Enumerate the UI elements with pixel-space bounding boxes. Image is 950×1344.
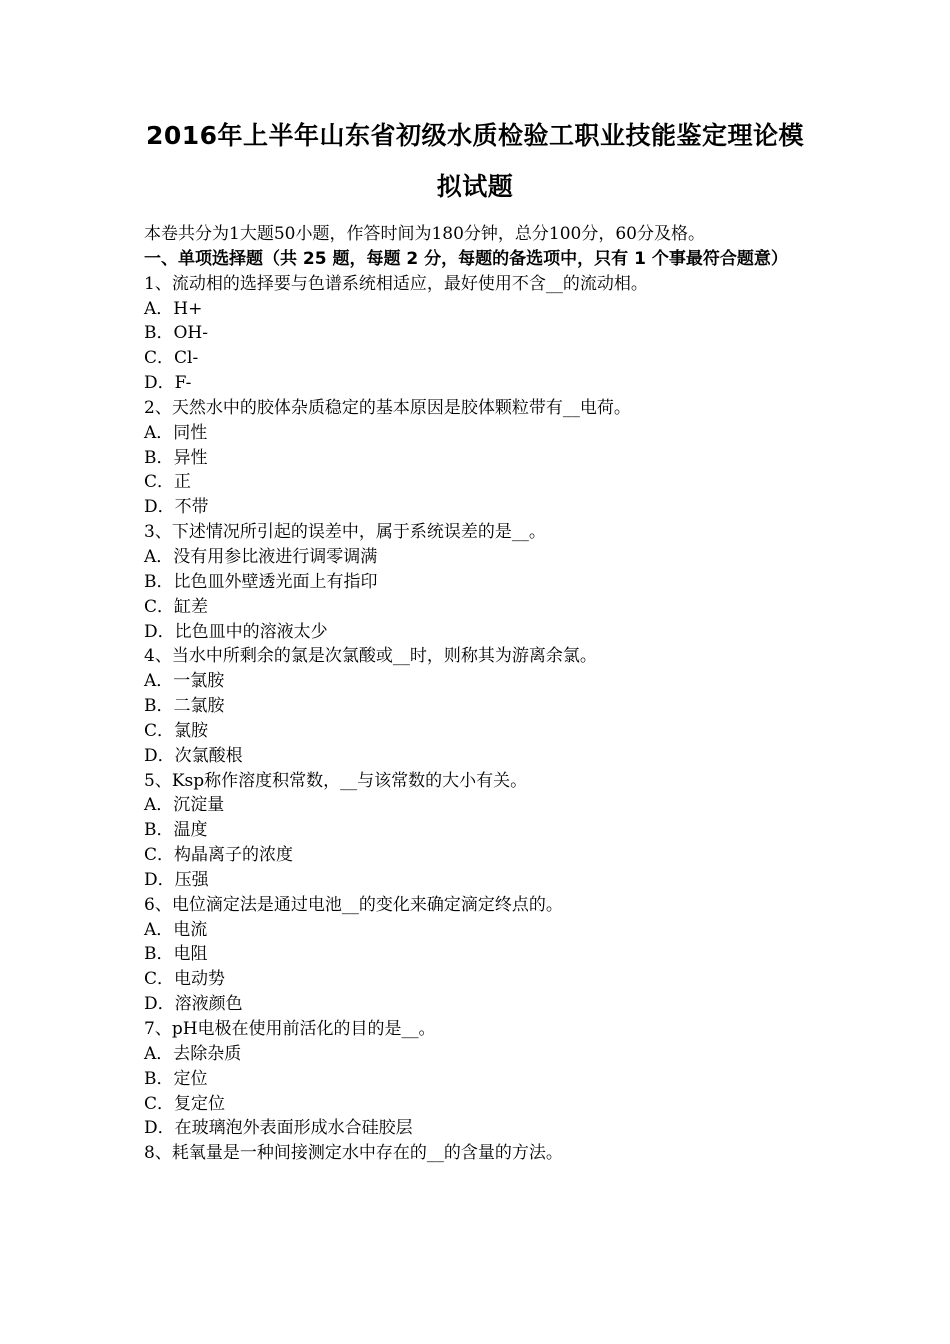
answer-option: B．电阻 <box>144 944 208 965</box>
answer-option: D．不带 <box>144 497 209 518</box>
question-item <box>144 644 824 768</box>
question-item <box>144 396 824 520</box>
question-stem: 5、Ksp称作溶度积常数，__与该常数的大小有关。 <box>144 770 528 791</box>
answer-option: A．沉淀量 <box>144 795 225 816</box>
answer-option: D．次氯酸根 <box>144 745 243 766</box>
document-title-line-2: 拟试题 <box>436 172 514 201</box>
answer-option: D．比色皿中的溶液太少 <box>144 621 328 642</box>
question-item <box>144 1141 824 1166</box>
answer-option: C．电动势 <box>144 969 226 990</box>
question-item <box>144 769 824 893</box>
question-stem: 2、天然水中的胶体杂质稳定的基本原因是胶体颗粒带有__电荷。 <box>144 397 631 418</box>
exam-intro: 本卷共分为1大题50小题，作答时间为180分钟，总分100分，60分及格。 <box>144 224 705 244</box>
question-item <box>144 893 824 1017</box>
answer-option: C．复定位 <box>144 1093 226 1114</box>
answer-option: B．异性 <box>144 447 208 468</box>
question-item <box>144 520 824 644</box>
document-title-line-1: 2016年上半年山东省初级水质检验工职业技能鉴定理论模 <box>145 121 805 150</box>
question-item <box>144 272 824 396</box>
answer-option: C．构晶离子的浓度 <box>144 845 294 866</box>
answer-option: B．比色皿外壁透光面上有指印 <box>144 571 378 592</box>
answer-option: D．压强 <box>144 869 209 890</box>
question-stem: 1、流动相的选择要与色谱系统相适应，最好使用不含__的流动相。 <box>144 273 648 294</box>
answer-option: A．一氯胺 <box>144 671 225 692</box>
answer-option: A．没有用参比液进行调零调满 <box>144 546 378 567</box>
answer-option: A．同性 <box>144 422 208 443</box>
question-item <box>144 1017 824 1141</box>
answer-option: C．氯胺 <box>144 720 209 741</box>
answer-option: C．缸差 <box>144 596 209 617</box>
answer-option: B．定位 <box>144 1068 208 1089</box>
answer-option: D．在玻璃泡外表面形成水合硅胶层 <box>144 1118 413 1139</box>
answer-option: C．正 <box>144 472 192 493</box>
answer-option: A．去除杂质 <box>144 1043 242 1064</box>
answer-option: A．电流 <box>144 919 208 940</box>
answer-option: B．温度 <box>144 820 208 841</box>
question-stem: 6、电位滴定法是通过电池__的变化来确定滴定终点的。 <box>144 894 563 915</box>
question-list <box>144 272 824 1166</box>
document-body <box>144 222 824 1166</box>
question-stem: 8、耗氧量是一种间接测定水中存在的__的含量的方法。 <box>144 1143 563 1164</box>
section-heading: 一、单项选择题（共 25 题，每题 2 分，每题的备选项中，只有 1 个事最符合题意） <box>144 248 788 269</box>
answer-option: B．二氯胺 <box>144 696 225 717</box>
question-stem: 3、下述情况所引起的误差中，属于系统误差的是__。 <box>144 522 546 543</box>
answer-option: D．F- <box>144 373 192 394</box>
question-stem: 7、pH电极在使用前活化的目的是__。 <box>144 1019 436 1039</box>
answer-option: C．Cl- <box>144 348 199 369</box>
answer-option: B．OH- <box>144 323 208 344</box>
answer-option: A．H+ <box>144 298 203 319</box>
question-stem: 4、当水中所剩余的氯是次氯酸或__时，则称其为游离余氯。 <box>144 646 597 667</box>
answer-option: D．溶液颜色 <box>144 994 243 1015</box>
